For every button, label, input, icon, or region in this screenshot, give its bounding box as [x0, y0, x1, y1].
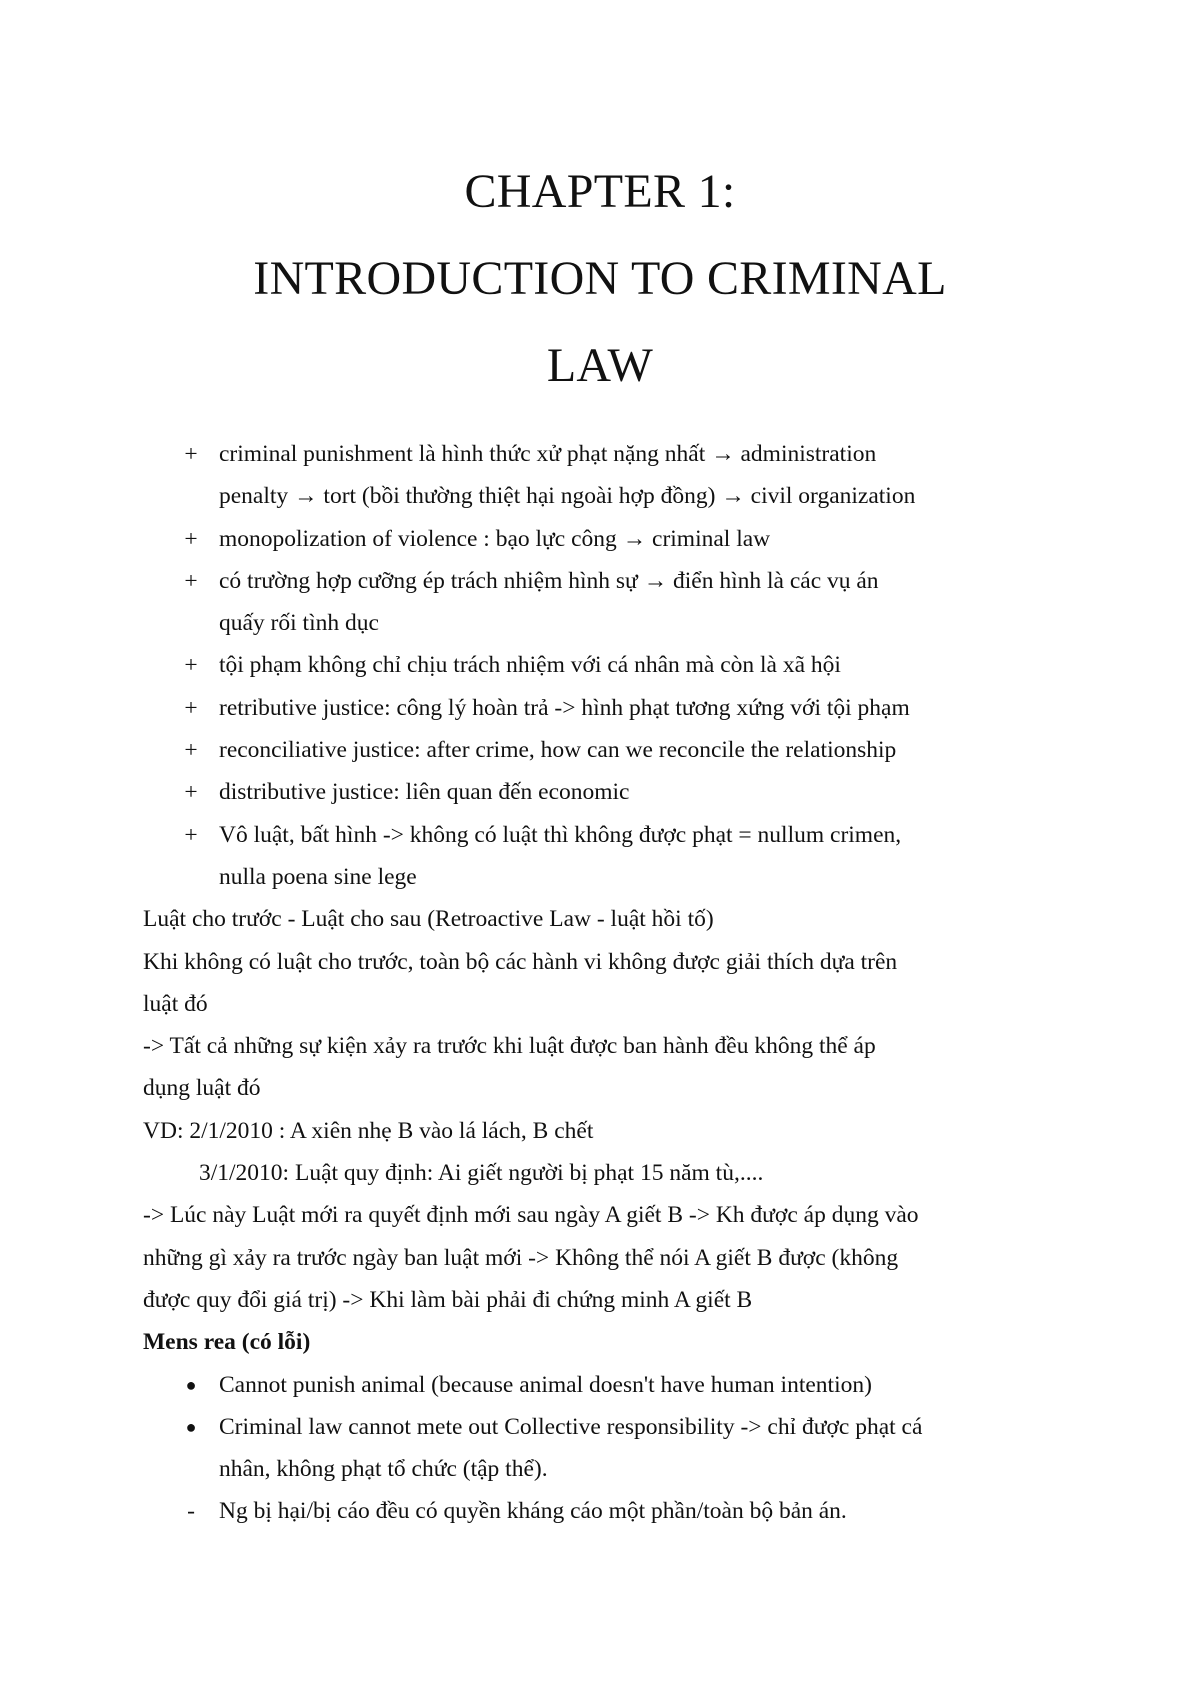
bullet-marker: ●: [185, 1374, 197, 1395]
plus-marker: +: [184, 567, 198, 594]
list-item-line: Ng bị hại/bị cáo đều có quyền kháng cáo một phần/toàn bộ bản án.: [219, 1498, 847, 1525]
plus-list-item: [143, 433, 1063, 518]
document-body: [143, 433, 1063, 1533]
paragraph-line: luật đó: [143, 990, 208, 1017]
list-item-line: monopolization of violence : bạo lực công → criminal law: [219, 525, 771, 552]
list-item-line: reconciliative justice: after crime, how can we reconcile the relationship: [219, 737, 897, 764]
list-item-line: có trường hợp cưỡng ép trách nhiệm hình sự → điển hình là các vụ án: [219, 567, 879, 594]
list-item-line: penalty → tort (bồi thường thiệt hại ngoài hợp đồng) → civil organization: [219, 483, 916, 510]
paragraph-line: những gì xảy ra trước ngày ban luật mới -> Không thể nói A giết B được (không: [143, 1244, 899, 1271]
plus-marker: +: [184, 779, 198, 806]
title-line-2: INTRODUCTION TO CRIMINAL: [253, 252, 947, 305]
list-item-line: Criminal law cannot mete out Collective responsibility -> chỉ được phạt cá: [219, 1413, 923, 1440]
bullet-marker: ●: [185, 1416, 197, 1437]
paragraph-retroactive: Luật cho trước - Luật cho sau (Retroactive Law - luật hồi tố): [143, 906, 714, 933]
paragraph-line: -> Lúc này Luật mới ra quyết định mới sau ngày A giết B -> Kh được áp dụng vào: [143, 1202, 919, 1229]
plus-marker: +: [184, 694, 198, 721]
plus-marker: +: [184, 525, 198, 552]
plus-list-item: [143, 729, 1063, 771]
title-line-3: LAW: [546, 339, 654, 392]
list-item-line: nulla poena sine lege: [219, 863, 417, 890]
plus-list-item: [143, 814, 1063, 899]
chapter-title: [150, 148, 1050, 409]
list-item-line: Vô luật, bất hình -> không có luật thì không được phạt = nullum crimen,: [219, 821, 902, 848]
list-item-line: quấy rối tình dục: [219, 610, 379, 637]
plus-list-item: [143, 687, 1063, 729]
section-heading: Mens rea (có lỗi): [143, 1329, 311, 1356]
list-item-line: retributive justice: công lý hoàn trả -> hình phạt tương xứng với tội phạm: [219, 694, 910, 721]
example-line-indented: 3/1/2010: Luật quy định: Ai giết người bị phạt 15 năm tù,....: [199, 1160, 764, 1187]
plus-marker: +: [184, 441, 198, 467]
list-item-line: nhân, không phạt tổ chức (tập thể).: [219, 1456, 548, 1483]
title-line-1: CHAPTER 1:: [464, 165, 736, 218]
plus-marker: +: [184, 652, 198, 679]
list-item-line: distributive justice: liên quan đến economic: [219, 779, 630, 806]
paragraph-line: -> Tất cả những sự kiện xảy ra trước khi luật được ban hành đều không thể áp: [143, 1033, 876, 1060]
paragraph-line: được quy đổi giá trị) -> Khi làm bài phải đi chứng minh A giết B: [143, 1286, 753, 1313]
plus-list-item: [143, 560, 1063, 645]
dash-marker: -: [187, 1498, 195, 1525]
plus-marker: +: [184, 737, 198, 764]
paragraph-line: dụng luật đó: [143, 1075, 261, 1102]
list-item-line: tội phạm không chỉ chịu trách nhiệm với cá nhân mà còn là xã hội: [219, 652, 841, 679]
plus-list-item: [143, 771, 1063, 813]
plus-list-item: [143, 518, 1063, 560]
list-item-line: criminal punishment là hình thức xử phạt nặng nhất → administration: [219, 441, 877, 467]
dash-list-item: [143, 1490, 1063, 1532]
example-line: VD: 2/1/2010 : A xiên nhẹ B vào lá lách, B chết: [143, 1117, 594, 1144]
plus-list-item: [143, 644, 1063, 686]
bullet-list-item: [143, 1364, 1063, 1406]
plus-marker: +: [184, 821, 198, 848]
bullet-list-item: [143, 1406, 1063, 1491]
list-item-line: Cannot punish animal (because animal doesn't have human intention): [219, 1371, 872, 1398]
paragraph-line: Khi không có luật cho trước, toàn bộ các hành vi không được giải thích dựa trên: [143, 948, 898, 975]
